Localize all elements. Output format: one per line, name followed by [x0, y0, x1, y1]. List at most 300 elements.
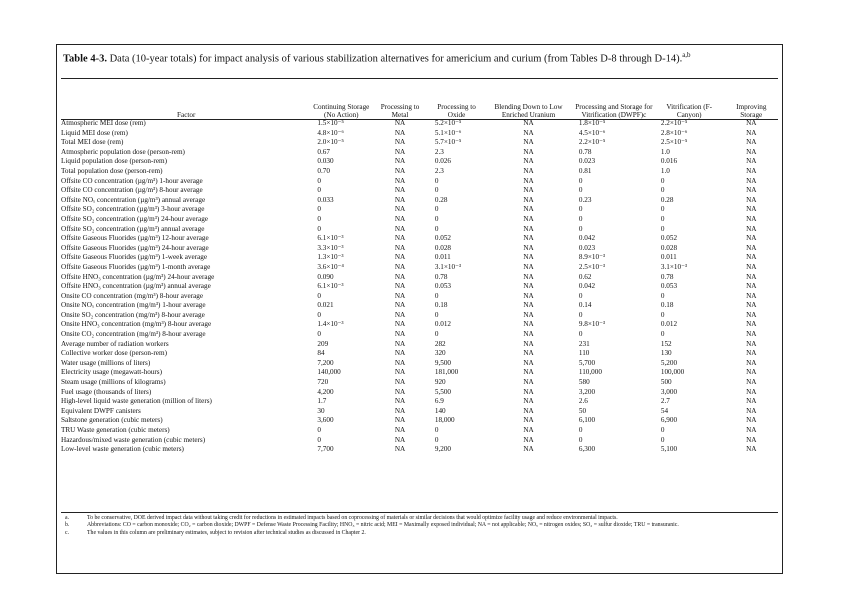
value-cell: 0.81: [578, 166, 592, 175]
factor-cell: Fuel usage (thousands of liters): [61, 387, 152, 396]
factor-cell: Offsite Gaseous Fluorides (µg/m³) 24-hour average: [61, 243, 209, 252]
value-cell: 0.78: [434, 272, 448, 281]
column-header: Improving Storage: [736, 103, 767, 119]
factor-cell: Onsite CO₂ concentration (mg/m³) 8-hour average: [61, 330, 206, 339]
table-row: [61, 359, 779, 369]
value-cell: 0.053: [660, 282, 678, 291]
value-cell: 0.026: [434, 157, 452, 166]
table-row: [61, 186, 779, 196]
value-cell: 0.053: [434, 282, 452, 291]
value-cell: NA: [394, 138, 406, 147]
column-header: Continuing Storage (No Action): [313, 103, 370, 119]
value-cell: 0: [578, 214, 583, 223]
value-cell: NA: [523, 128, 534, 137]
value-cell: 3.1×10⁻³: [434, 262, 462, 271]
value-cell: 0: [434, 214, 439, 223]
value-cell: NA: [523, 138, 534, 147]
value-cell: 3.1×10⁻³: [660, 262, 688, 271]
value-cell: 4.8×10⁻⁶: [317, 128, 344, 137]
table-row: [61, 397, 779, 407]
value-cell: 720: [317, 378, 329, 387]
table-row: [61, 205, 779, 215]
value-cell: NA: [523, 330, 534, 339]
title-footnote-marks: a,b: [682, 51, 691, 59]
value-cell: NA: [523, 243, 534, 252]
factor-cell: Atmospheric MEI dose (rem): [61, 119, 146, 127]
value-cell: 580: [578, 378, 590, 387]
value-cell: NA: [746, 243, 757, 252]
value-cell: NA: [394, 416, 406, 425]
value-cell: 0.70: [317, 166, 330, 175]
value-cell: 9,500: [434, 358, 452, 367]
value-cell: NA: [523, 416, 534, 425]
value-cell: 5,500: [434, 387, 452, 396]
value-cell: 0: [317, 310, 321, 319]
table-row: [61, 215, 779, 225]
factor-cell: Saltstone generation (cubic meters): [61, 416, 163, 425]
table-row: [61, 301, 779, 311]
value-cell: 4.5×10⁻⁶: [578, 128, 606, 137]
table-row: [61, 129, 779, 139]
value-cell: 18,000: [434, 416, 455, 425]
value-cell: 0: [434, 310, 439, 319]
value-cell: 6.1×10⁻³: [317, 282, 344, 291]
factor-cell: Hazardous/mixed waste generation (cubic meters): [61, 435, 206, 444]
table-caption: Data (10-year totals) for impact analysis of various stabilization alternatives for americium and curium (from Tables D-8 through D-14).: [109, 53, 683, 65]
factor-cell: Offsite HNO₃ concentration (µg/m³) 24-hour average: [61, 272, 215, 281]
value-cell: 0: [317, 435, 321, 444]
value-cell: NA: [523, 205, 534, 214]
factor-cell: Water usage (millions of liters): [61, 358, 151, 367]
value-cell: NA: [394, 282, 406, 291]
value-cell: NA: [394, 426, 406, 434]
value-cell: NA: [746, 339, 757, 348]
table-row: [61, 368, 779, 378]
factor-cell: Collective worker dose (person-rem): [61, 349, 167, 358]
value-cell: NA: [746, 320, 757, 329]
value-cell: 0: [434, 330, 439, 339]
value-cell: 1.3×10⁻³: [317, 253, 344, 262]
value-cell: NA: [746, 234, 757, 243]
value-cell: NA: [746, 272, 757, 281]
value-cell: NA: [746, 253, 757, 262]
value-cell: 0: [317, 214, 321, 223]
footnote-text: To be conservative, DOE derived impact data without taking credit for reductions in estimated impacts based on coprocessing of materials or similar decisions that would optimize facility usage and reduce environmental impacts.: [87, 515, 618, 521]
value-cell: NA: [746, 426, 757, 434]
value-cell: NA: [394, 445, 406, 454]
value-cell: NA: [746, 291, 757, 300]
footnote: [65, 522, 777, 529]
value-cell: NA: [394, 195, 406, 204]
value-cell: 0.62: [578, 272, 592, 281]
value-cell: 0: [578, 435, 583, 444]
value-cell: 0.016: [660, 157, 678, 166]
value-cell: NA: [394, 128, 406, 137]
value-cell: 209: [317, 339, 329, 348]
value-cell: 0.28: [660, 195, 674, 204]
table-row: [61, 253, 779, 263]
value-cell: NA: [746, 349, 757, 358]
value-cell: NA: [746, 282, 757, 291]
value-cell: 5.7×10⁻⁵: [434, 138, 462, 147]
value-cell: NA: [523, 378, 534, 387]
value-cell: 0.033: [317, 195, 334, 204]
value-cell: 5.2×10⁻⁵: [434, 119, 462, 127]
factor-cell: Average number of radiation workers: [61, 339, 169, 348]
value-cell: NA: [394, 330, 406, 339]
value-cell: 2.7: [660, 397, 670, 406]
factor-cell: Total population dose (person-rem): [61, 166, 163, 175]
value-cell: 2.3: [434, 147, 444, 156]
factor-cell: Liquid population dose (person-rem): [61, 157, 167, 166]
value-cell: 1.4×10⁻³: [317, 320, 344, 329]
value-cell: NA: [746, 176, 757, 185]
value-cell: 0: [660, 224, 665, 233]
value-cell: NA: [523, 224, 534, 233]
value-cell: 0: [578, 186, 583, 195]
value-cell: 6,100: [578, 416, 596, 425]
table-row: [61, 445, 779, 455]
value-cell: 1.8×10⁻⁵: [578, 119, 606, 127]
value-cell: 110: [578, 349, 590, 358]
value-cell: 5,700: [578, 358, 596, 367]
value-cell: NA: [523, 387, 534, 396]
value-cell: NA: [523, 195, 534, 204]
value-cell: 0: [660, 435, 665, 444]
value-cell: 231: [578, 339, 590, 348]
value-cell: 0: [317, 291, 321, 300]
value-cell: 0.042: [578, 234, 596, 243]
footnotes: [65, 515, 777, 537]
value-cell: 2.6: [578, 397, 588, 406]
value-cell: 0: [578, 310, 583, 319]
footnote-key: a.: [65, 515, 70, 521]
value-cell: 3,200: [578, 387, 596, 396]
value-cell: NA: [394, 378, 406, 387]
value-cell: 1.7: [317, 397, 327, 406]
value-cell: 5,200: [660, 358, 678, 367]
value-cell: 0: [317, 176, 321, 185]
table-row: [61, 378, 779, 388]
value-cell: NA: [746, 262, 757, 271]
value-cell: 2.5×10⁻³: [578, 262, 606, 271]
value-cell: 0: [660, 214, 665, 223]
column-header: Processing to Metal: [380, 103, 420, 119]
table-row: [61, 292, 779, 302]
value-cell: NA: [746, 387, 757, 396]
value-cell: 0.23: [578, 195, 592, 204]
factor-cell: Offsite CO concentration (µg/m³) 1-hour average: [61, 176, 203, 185]
value-cell: 920: [434, 378, 446, 387]
value-cell: 0: [317, 426, 321, 434]
value-cell: NA: [746, 310, 757, 319]
value-cell: NA: [523, 445, 534, 454]
value-cell: 0.67: [317, 147, 330, 156]
value-cell: NA: [394, 157, 406, 166]
value-cell: NA: [746, 330, 757, 339]
factor-cell: Offsite Gaseous Fluorides (µg/m³) 12-hour average: [61, 234, 209, 243]
factor-cell: High-level liquid waste generation (million of liters): [61, 397, 212, 406]
value-cell: 0.011: [434, 253, 451, 262]
value-cell: 7,700: [317, 445, 334, 454]
value-cell: NA: [523, 406, 534, 415]
value-cell: 0: [434, 205, 439, 214]
value-cell: NA: [394, 406, 406, 415]
table-body: [61, 119, 779, 455]
value-cell: 0.011: [660, 253, 677, 262]
value-cell: 6.9: [434, 397, 444, 406]
value-cell: 0.28: [434, 195, 448, 204]
value-cell: 2.0×10⁻⁵: [317, 138, 344, 147]
table-row: [61, 330, 779, 340]
value-cell: 2.3: [434, 166, 444, 175]
value-cell: 0.78: [578, 147, 592, 156]
value-cell: NA: [394, 339, 406, 348]
table-title: [63, 49, 775, 66]
value-cell: 84: [317, 349, 325, 358]
column-header: Processing and Storage for Vitrification (DWPF)c: [575, 103, 653, 119]
value-cell: 0.012: [660, 320, 678, 329]
footnote-text: The values in this column are preliminary estimates, subject to revision after technical studies as discussed in Chapter 2.: [87, 529, 366, 536]
value-cell: 140: [434, 406, 446, 415]
value-cell: 0: [578, 176, 583, 185]
factor-cell: Offsite Gaseous Fluorides (µg/m³) 1-month average: [61, 262, 211, 271]
value-cell: 0: [317, 186, 321, 195]
value-cell: NA: [523, 157, 534, 166]
value-cell: NA: [746, 406, 757, 415]
value-cell: NA: [394, 310, 406, 319]
value-cell: NA: [746, 128, 757, 137]
value-cell: NA: [394, 176, 406, 185]
value-cell: 1.5×10⁻⁵: [317, 119, 344, 127]
value-cell: 0: [434, 224, 439, 233]
value-cell: 9,200: [434, 445, 452, 454]
value-cell: NA: [523, 282, 534, 291]
column-header: Vitrification (F-Canyon): [666, 103, 713, 119]
footnote-text: Abbreviations: CO = carbon monoxide; CO₂ = carbon dioxide; DWPF = Defense Waste Processing Facility; HNO₃ = nitric acid; MEI = Maximally exposed individual; NA = not applicable; NOₓ = nitrogen oxides; SO₂ = sulfur dioxide; TRU = transuranic.: [87, 522, 679, 529]
value-cell: 9.8×10⁻³: [578, 320, 606, 329]
value-cell: 0.14: [578, 301, 592, 310]
value-cell: NA: [746, 445, 757, 454]
value-cell: 0: [434, 186, 439, 195]
value-cell: NA: [394, 186, 406, 195]
value-cell: 152: [660, 339, 672, 348]
value-cell: NA: [746, 147, 757, 156]
value-cell: NA: [523, 339, 534, 348]
table-row: [61, 426, 779, 436]
table-row: [61, 177, 779, 187]
value-cell: 6,300: [578, 445, 596, 454]
value-cell: 0.18: [434, 301, 448, 310]
value-cell: 0: [660, 205, 665, 214]
factor-cell: TRU Waste generation (cubic meters): [61, 426, 170, 434]
table-row: [61, 340, 779, 350]
table-row: [61, 273, 779, 283]
value-cell: 0.023: [578, 157, 596, 166]
factor-cell: Total MEI dose (rem): [61, 138, 124, 147]
value-cell: 0: [317, 205, 321, 214]
value-cell: NA: [746, 195, 757, 204]
factor-cell: Offsite NOₓ concentration (µg/m³) annual average: [61, 195, 206, 204]
table-row: [61, 138, 779, 148]
value-cell: 130: [660, 349, 672, 358]
value-cell: NA: [746, 397, 757, 406]
value-cell: 54: [660, 406, 669, 415]
value-cell: NA: [394, 291, 406, 300]
value-cell: 2.8×10⁻⁶: [660, 128, 688, 137]
value-cell: 0: [660, 176, 665, 185]
factor-cell: Onsite SO₂ concentration (mg/m³) 8-hour average: [61, 310, 205, 319]
table-row: [61, 311, 779, 321]
header-row: [61, 79, 779, 119]
value-cell: 4,200: [317, 387, 334, 396]
value-cell: 282: [434, 339, 446, 348]
value-cell: NA: [523, 214, 534, 223]
value-cell: NA: [394, 224, 406, 233]
value-cell: 0.021: [317, 301, 334, 310]
value-cell: 1.0: [660, 166, 670, 175]
value-cell: NA: [746, 214, 757, 223]
value-cell: 2.2×10⁻⁵: [578, 138, 606, 147]
bottom-rule: [61, 512, 778, 513]
value-cell: NA: [394, 253, 406, 262]
value-cell: NA: [523, 291, 534, 300]
value-cell: 5,100: [660, 445, 678, 454]
value-cell: NA: [523, 310, 534, 319]
value-cell: NA: [746, 119, 757, 127]
value-cell: 1.0: [660, 147, 670, 156]
table-row: [61, 119, 779, 129]
value-cell: NA: [746, 138, 757, 147]
value-cell: 6,900: [660, 416, 678, 425]
value-cell: 0: [578, 205, 583, 214]
value-cell: 0.052: [434, 234, 452, 243]
value-cell: 0: [578, 330, 583, 339]
value-cell: NA: [523, 358, 534, 367]
table-row: [61, 244, 779, 254]
value-cell: NA: [746, 166, 757, 175]
value-cell: NA: [746, 435, 757, 444]
value-cell: 0.18: [660, 301, 674, 310]
value-cell: NA: [394, 358, 406, 367]
value-cell: NA: [523, 435, 534, 444]
factor-cell: Steam usage (millions of kilograms): [61, 378, 166, 387]
table-row: [61, 148, 779, 158]
value-cell: NA: [523, 320, 534, 329]
value-cell: 0: [660, 426, 665, 434]
value-cell: 0: [660, 310, 665, 319]
table-row: [61, 157, 779, 167]
table-row: [61, 407, 779, 417]
value-cell: 30: [317, 406, 325, 415]
value-cell: 0.023: [578, 243, 596, 252]
factor-cell: Atmospheric population dose (person-rem): [61, 147, 185, 156]
value-cell: 0.030: [317, 157, 334, 166]
factor-cell: Offsite SO₂ concentration (µg/m³) 24-hour average: [61, 214, 208, 223]
value-cell: 0: [578, 426, 583, 434]
value-cell: NA: [523, 262, 534, 271]
value-cell: NA: [523, 186, 534, 195]
value-cell: 0: [660, 291, 665, 300]
value-cell: 0.090: [317, 272, 334, 281]
value-cell: NA: [523, 119, 534, 127]
value-cell: NA: [523, 426, 534, 434]
value-cell: 0: [660, 186, 665, 195]
value-cell: NA: [394, 205, 406, 214]
value-cell: NA: [394, 147, 406, 156]
table-row: [61, 263, 779, 273]
value-cell: 0.028: [434, 243, 452, 252]
value-cell: NA: [394, 243, 406, 252]
value-cell: 0: [317, 330, 321, 339]
value-cell: 0.012: [434, 320, 452, 329]
factor-cell: Low-level waste generation (cubic meters): [61, 445, 184, 454]
value-cell: 181,000: [434, 368, 459, 377]
value-cell: NA: [523, 253, 534, 262]
value-cell: 3,000: [660, 387, 678, 396]
value-cell: NA: [394, 272, 406, 281]
value-cell: NA: [394, 320, 406, 329]
table-row: [61, 225, 779, 235]
table-row: [61, 388, 779, 398]
column-header-factor: Factor: [177, 111, 196, 119]
value-cell: NA: [746, 358, 757, 367]
value-cell: 2.5×10⁻⁵: [660, 138, 688, 147]
value-cell: 0.042: [578, 282, 596, 291]
value-cell: 0: [434, 426, 439, 434]
value-cell: NA: [746, 301, 757, 310]
factor-cell: Offsite SO₂ concentration (µg/m³) annual average: [61, 224, 205, 233]
factor-cell: Onsite HNO₃ concentration (mg/m³) 8-hour average: [61, 320, 212, 329]
factor-cell: Offsite SO₂ concentration (µg/m³) 3-hour average: [61, 205, 205, 214]
value-cell: 0: [578, 224, 583, 233]
factor-cell: Onsite NOₓ concentration (mg/m³) 1-hour average: [61, 301, 206, 310]
factor-cell: Offsite CO concentration (µg/m³) 8-hour average: [61, 186, 203, 195]
value-cell: 3,600: [317, 416, 334, 425]
value-cell: NA: [746, 378, 757, 387]
value-cell: 0: [578, 291, 583, 300]
value-cell: NA: [394, 262, 406, 271]
value-cell: 100,000: [660, 368, 685, 377]
value-cell: NA: [394, 368, 406, 377]
value-cell: NA: [746, 186, 757, 195]
value-cell: NA: [746, 416, 757, 425]
table-row: [61, 167, 779, 177]
factor-cell: Electricity usage (megawatt-hours): [61, 368, 162, 377]
value-cell: 0: [660, 330, 665, 339]
value-cell: NA: [746, 368, 757, 377]
value-cell: 3.3×10⁻³: [317, 243, 344, 252]
table-row: [61, 234, 779, 244]
value-cell: 0: [434, 435, 439, 444]
value-cell: 0.78: [660, 272, 674, 281]
value-cell: 140,000: [317, 368, 341, 377]
value-cell: NA: [394, 234, 406, 243]
value-cell: NA: [394, 119, 406, 127]
value-cell: 50: [578, 406, 587, 415]
value-cell: NA: [523, 272, 534, 281]
value-cell: NA: [394, 397, 406, 406]
factor-cell: Liquid MEI dose (rem): [61, 128, 128, 137]
table-row: [61, 282, 779, 292]
table-frame: [56, 44, 783, 574]
value-cell: NA: [523, 349, 534, 358]
value-cell: NA: [523, 147, 534, 156]
factor-cell: Offsite HNO₃ concentration (µg/m³) annual average: [61, 282, 211, 291]
value-cell: 3.6×10⁻⁴: [317, 262, 344, 271]
value-cell: NA: [523, 301, 534, 310]
value-cell: NA: [746, 224, 757, 233]
